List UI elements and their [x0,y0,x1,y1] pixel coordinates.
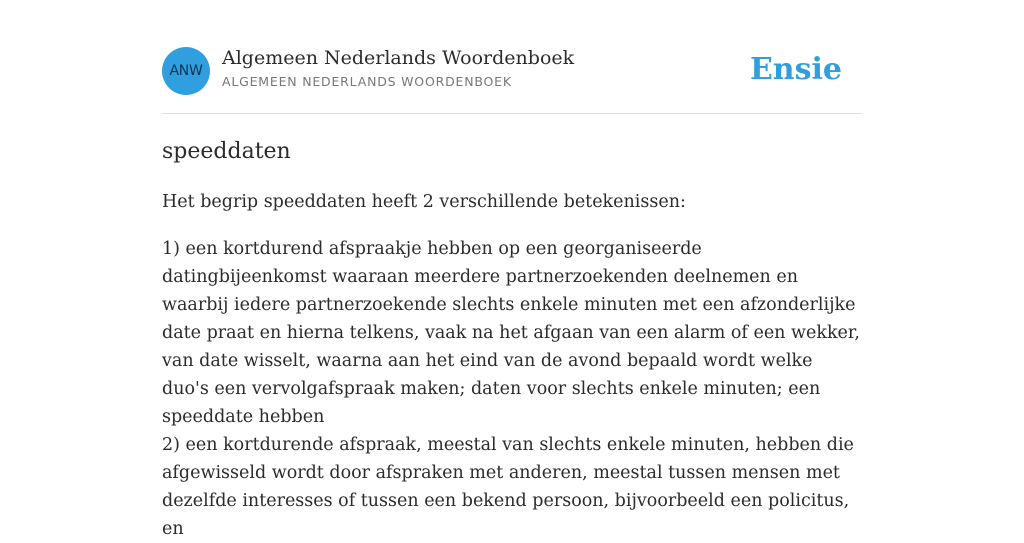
source-header [162,46,862,96]
ensie-logo[interactable]: Ensie [749,52,842,87]
entry-word: speeddaten [162,139,291,164]
entry-intro: Het begrip speeddaten heeft 2 verschillende betekenissen: [162,192,686,212]
source-subtitle: ALGEMEEN NEDERLANDS WOORDENBOEK [222,74,512,89]
entry-content [162,136,862,543]
source-title[interactable]: Algemeen Nederlands Woordenboek [222,47,575,69]
anw-logo[interactable]: ANW [162,47,210,95]
definition-1: 1) een kortdurend afspraakje hebben op een georganiseerde datingbijeenkomst waaraan meerdere partnerzoekenden deelnemen en waarbij iedere partnerzoekende slechts enkele minuten met een afzonderlijke date praat en hierna telkens, vaak na het afgaan van een alarm of een wekker, van date wisselt, waarna aan het eind van de avond bepaald wordt welke duo's een vervolgafspraak maken; daten voor slechts enkele minuten; een speeddate hebben [162,239,860,427]
divider [162,113,862,114]
definition-2: 2) een kortdurende afspraak, meestal van slechts enkele minuten, hebben die afgewisseld wordt door afspraken met anderen, meestal tussen mensen met dezelfde interesses of tussen een bekend persoon, bijvoorbeeld een policitus, en [162,435,854,539]
definition-list [162,235,862,543]
